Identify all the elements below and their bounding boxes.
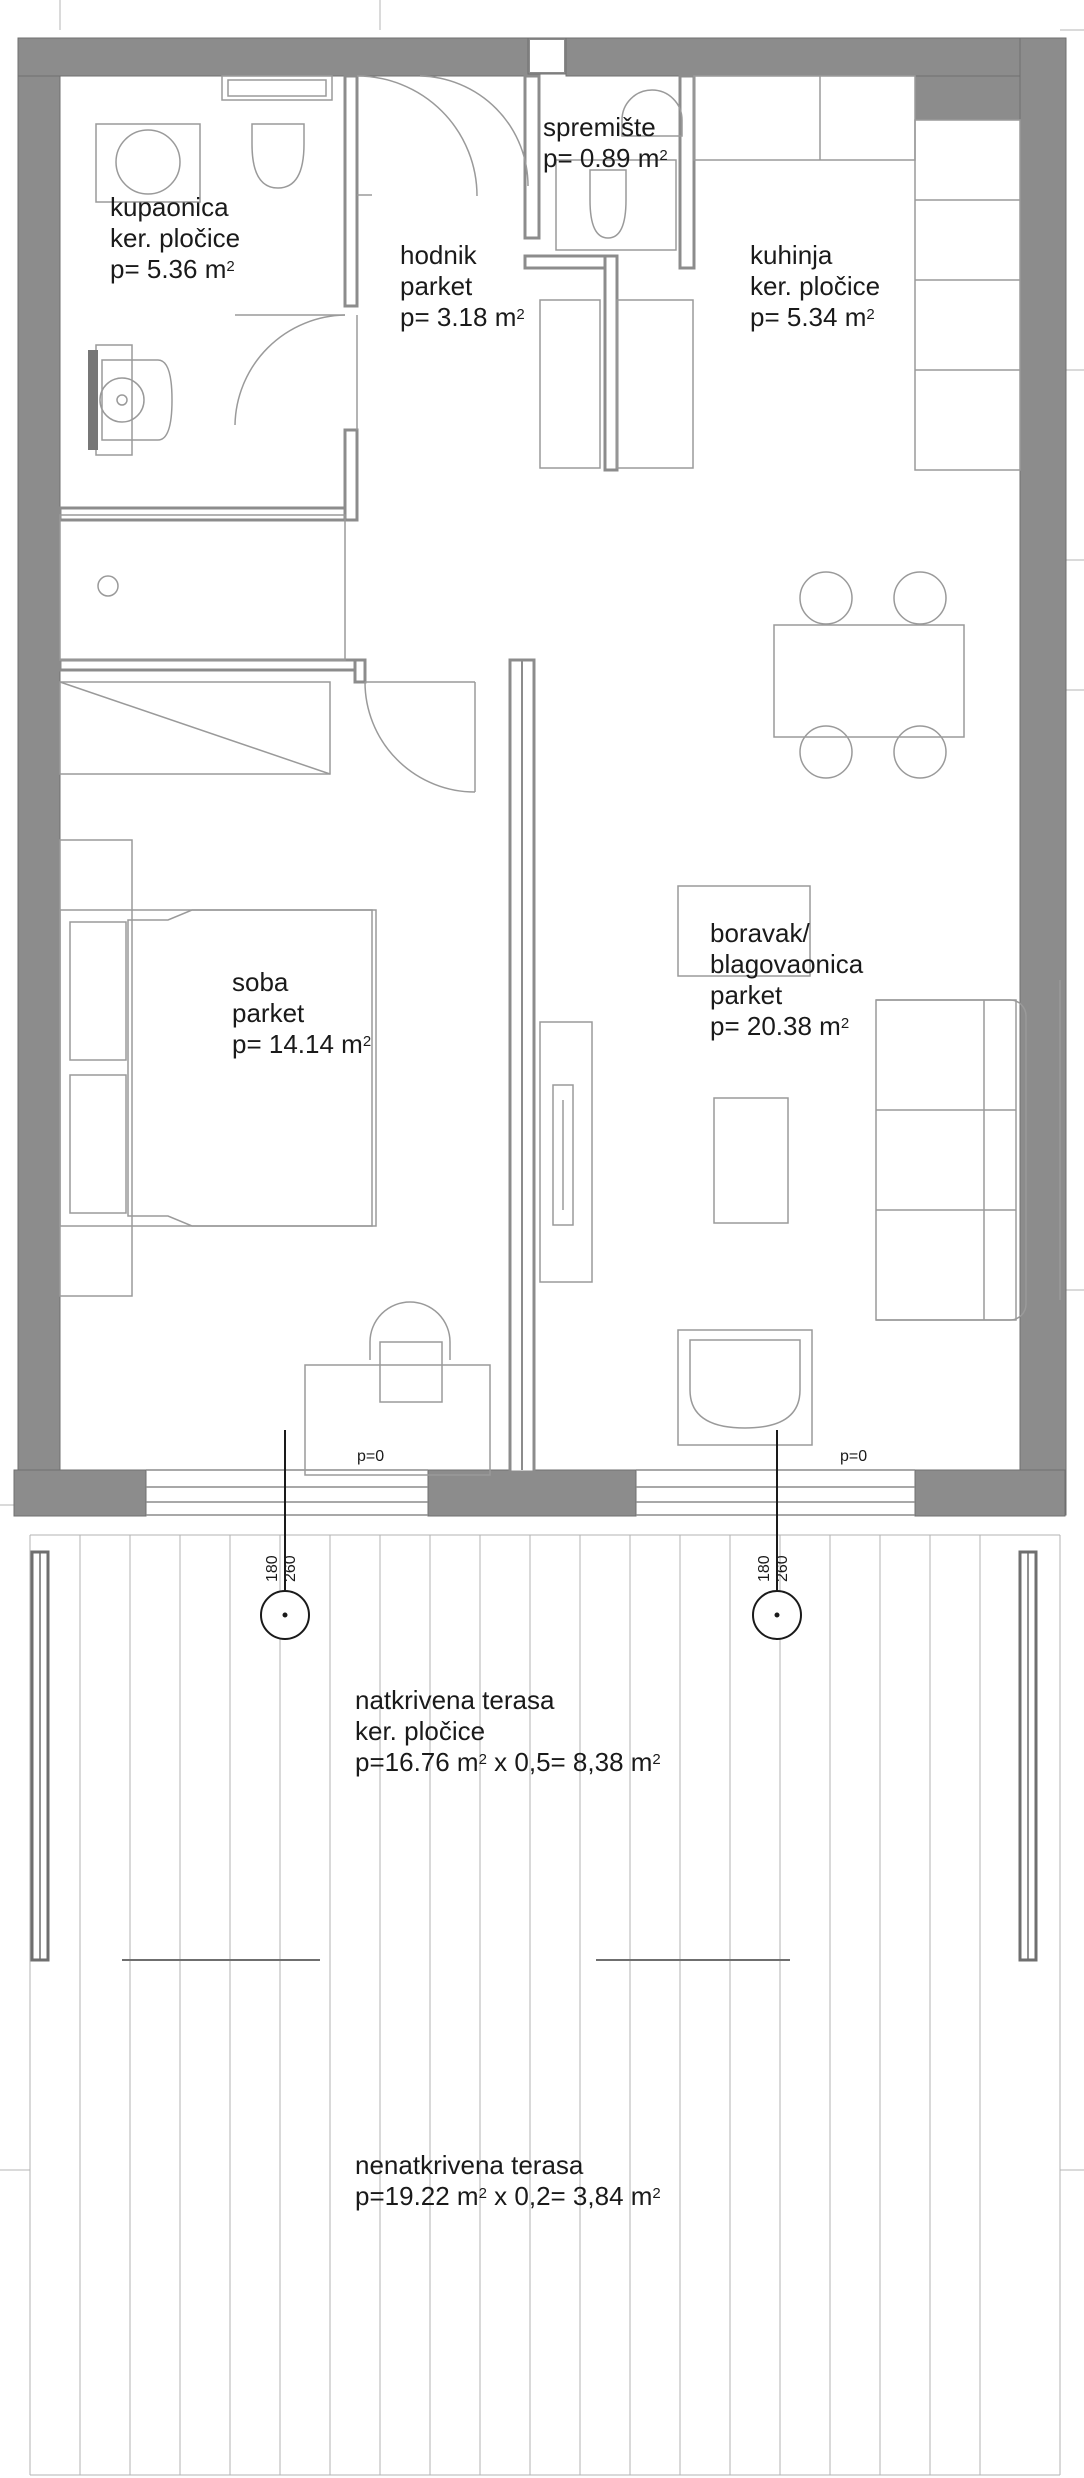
kuhinja-name: kuhinja bbox=[750, 240, 833, 270]
sill-mark-left-lower: 260 bbox=[282, 1555, 299, 1582]
kupaonica-area: p= 5.36 m bbox=[110, 254, 227, 284]
kuhinja-unit-exp: 2 bbox=[866, 306, 875, 323]
hodnik-finish: parket bbox=[400, 271, 473, 301]
boravak-name-1: boravak/ bbox=[710, 918, 810, 948]
soba-unit-exp: 2 bbox=[362, 1033, 372, 1050]
soba-name: soba bbox=[232, 967, 289, 997]
sill-mark-left-upper: 180 bbox=[264, 1555, 281, 1582]
kuhinja-area: p= 5.34 m bbox=[750, 302, 867, 332]
soba-area: p= 14.14 m bbox=[232, 1029, 363, 1059]
nenatkrivena-unit-exp-b: 2 bbox=[652, 2185, 661, 2202]
nenatkrivena-unit-exp-a: 2 bbox=[478, 2185, 487, 2202]
sink-edge bbox=[88, 350, 98, 450]
spremiste-unit-exp: 2 bbox=[659, 147, 668, 164]
label-boravak bbox=[710, 918, 863, 1042]
level-mark-right: p=0 bbox=[840, 1448, 868, 1465]
kuhinja-finish: ker. pločice bbox=[750, 271, 881, 301]
natkrivena-unit-exp-b: 2 bbox=[652, 1751, 661, 1768]
label-nenatkrivena-terasa bbox=[355, 2150, 661, 2212]
label-soba bbox=[232, 967, 371, 1060]
spremiste-area: p= 0.89 m bbox=[543, 143, 660, 173]
label-kuhinja bbox=[750, 240, 880, 333]
boravak-unit-exp: 2 bbox=[840, 1015, 850, 1032]
sill-mark-right-upper: 180 bbox=[756, 1555, 773, 1582]
nenatkrivena-name: nenatkrivena terasa bbox=[355, 2150, 584, 2180]
natkrivena-area-b: x 0,5= 8,38 m bbox=[486, 1747, 653, 1777]
natkrivena-name: natkrivena terasa bbox=[355, 1685, 555, 1715]
kupaonica-unit-exp: 2 bbox=[226, 258, 235, 275]
hodnik-unit-exp: 2 bbox=[516, 306, 525, 323]
label-hodnik bbox=[400, 240, 525, 333]
nenatkrivena-area-b: x 0,2= 3,84 m bbox=[486, 2181, 653, 2211]
soba-finish: parket bbox=[232, 998, 305, 1028]
sill-mark-right-lower: 260 bbox=[774, 1555, 791, 1582]
bathroom-fixtures bbox=[60, 76, 345, 660]
boravak-area: p= 20.38 m bbox=[710, 1011, 841, 1041]
terrace-boards bbox=[30, 1535, 1060, 2475]
natkrivena-area-a: p=16.76 m bbox=[355, 1747, 479, 1777]
kupaonica-name: kupaonica bbox=[110, 192, 229, 222]
label-kupaonica bbox=[110, 192, 240, 285]
shaft-void bbox=[530, 40, 564, 72]
level-mark-left: p=0 bbox=[357, 1448, 385, 1465]
natkrivena-finish: ker. pločice bbox=[355, 1716, 486, 1746]
label-natkrivena-terasa bbox=[355, 1685, 661, 1778]
hodnik-area: p= 3.18 m bbox=[400, 302, 517, 332]
doors bbox=[235, 76, 528, 792]
spremiste-name: spremište bbox=[543, 112, 656, 142]
dining-set bbox=[774, 572, 964, 778]
label-spremiste bbox=[543, 112, 668, 174]
kupaonica-finish: ker. pločice bbox=[110, 223, 241, 253]
nenatkrivena-area-a: p=19.22 m bbox=[355, 2181, 479, 2211]
boravak-finish: parket bbox=[710, 980, 783, 1010]
hodnik-name: hodnik bbox=[400, 240, 477, 270]
bedroom-furniture bbox=[60, 682, 490, 1475]
boravak-name-2: blagovaonica bbox=[710, 949, 864, 979]
natkrivena-unit-exp-a: 2 bbox=[478, 1751, 487, 1768]
